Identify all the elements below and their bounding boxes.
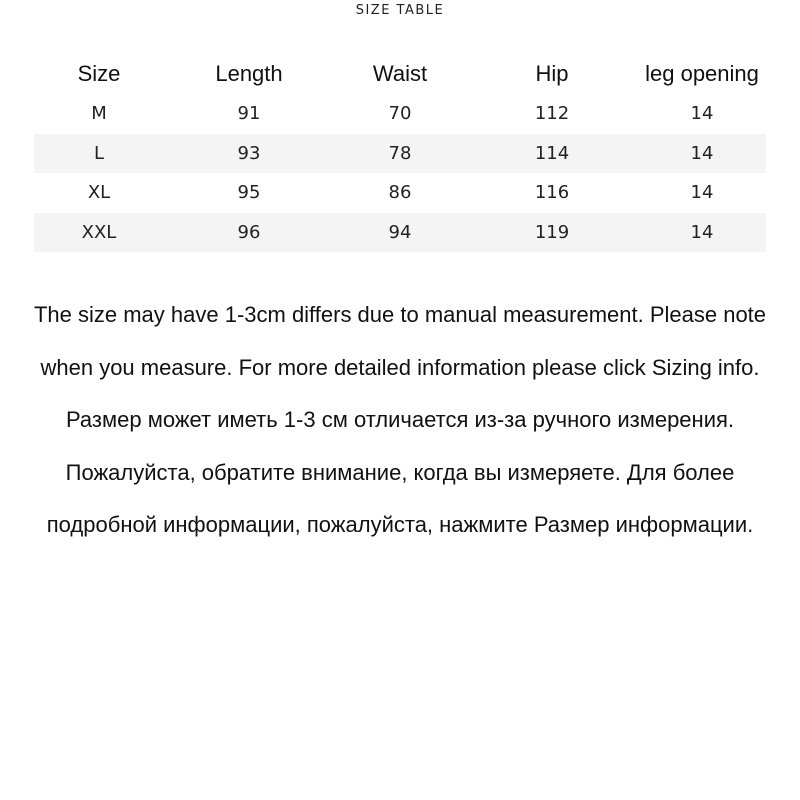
note-english: The size may have 1-3cm differs due to manual measurement. Please note when you measure. For more detailed information please click Sizing info. xyxy=(33,302,767,380)
cell-hip: 119 xyxy=(466,213,638,253)
cell-size: XXL xyxy=(34,213,164,253)
cell-length: 93 xyxy=(164,134,334,174)
table-row xyxy=(34,134,766,174)
cell-hip: 114 xyxy=(466,134,638,174)
cell-hip: 112 xyxy=(534,103,570,125)
table-row xyxy=(34,94,766,134)
header-hip: Hip xyxy=(535,61,569,86)
cell-leg-opening: 14 xyxy=(690,103,714,125)
cell-size: L xyxy=(34,134,164,174)
cell-waist: 78 xyxy=(334,134,466,174)
cell-length: 96 xyxy=(164,213,334,253)
header-waist: Waist xyxy=(372,61,428,86)
header-length: Length xyxy=(215,61,283,86)
cell-waist: 94 xyxy=(334,213,466,253)
cell-leg-opening: 14 xyxy=(638,134,766,174)
table-row xyxy=(34,213,766,253)
page-title: SIZE TABLE xyxy=(355,3,445,18)
notes-block xyxy=(30,289,770,552)
note-russian: Размер может иметь 1-3 см отличается из-за ручного измерения. Пожалуйста, обратите внимание, когда вы измеряете. Для более подробной информации, пожалуйста, нажмите Размер информации. xyxy=(46,407,754,537)
cell-waist: 70 xyxy=(388,103,412,125)
cell-leg-opening: 14 xyxy=(690,182,714,204)
table-header-row xyxy=(34,54,766,94)
cell-leg-opening: 14 xyxy=(638,213,766,253)
cell-hip: 116 xyxy=(534,182,570,204)
size-table xyxy=(34,54,766,252)
header-leg-opening: leg opening xyxy=(645,61,759,86)
cell-waist: 86 xyxy=(388,182,412,204)
table-row xyxy=(34,173,766,213)
cell-length: 95 xyxy=(237,182,261,204)
header-size: Size xyxy=(77,61,121,86)
cell-length: 91 xyxy=(237,103,261,125)
cell-size: M xyxy=(91,103,107,125)
cell-size: XL xyxy=(87,182,111,204)
